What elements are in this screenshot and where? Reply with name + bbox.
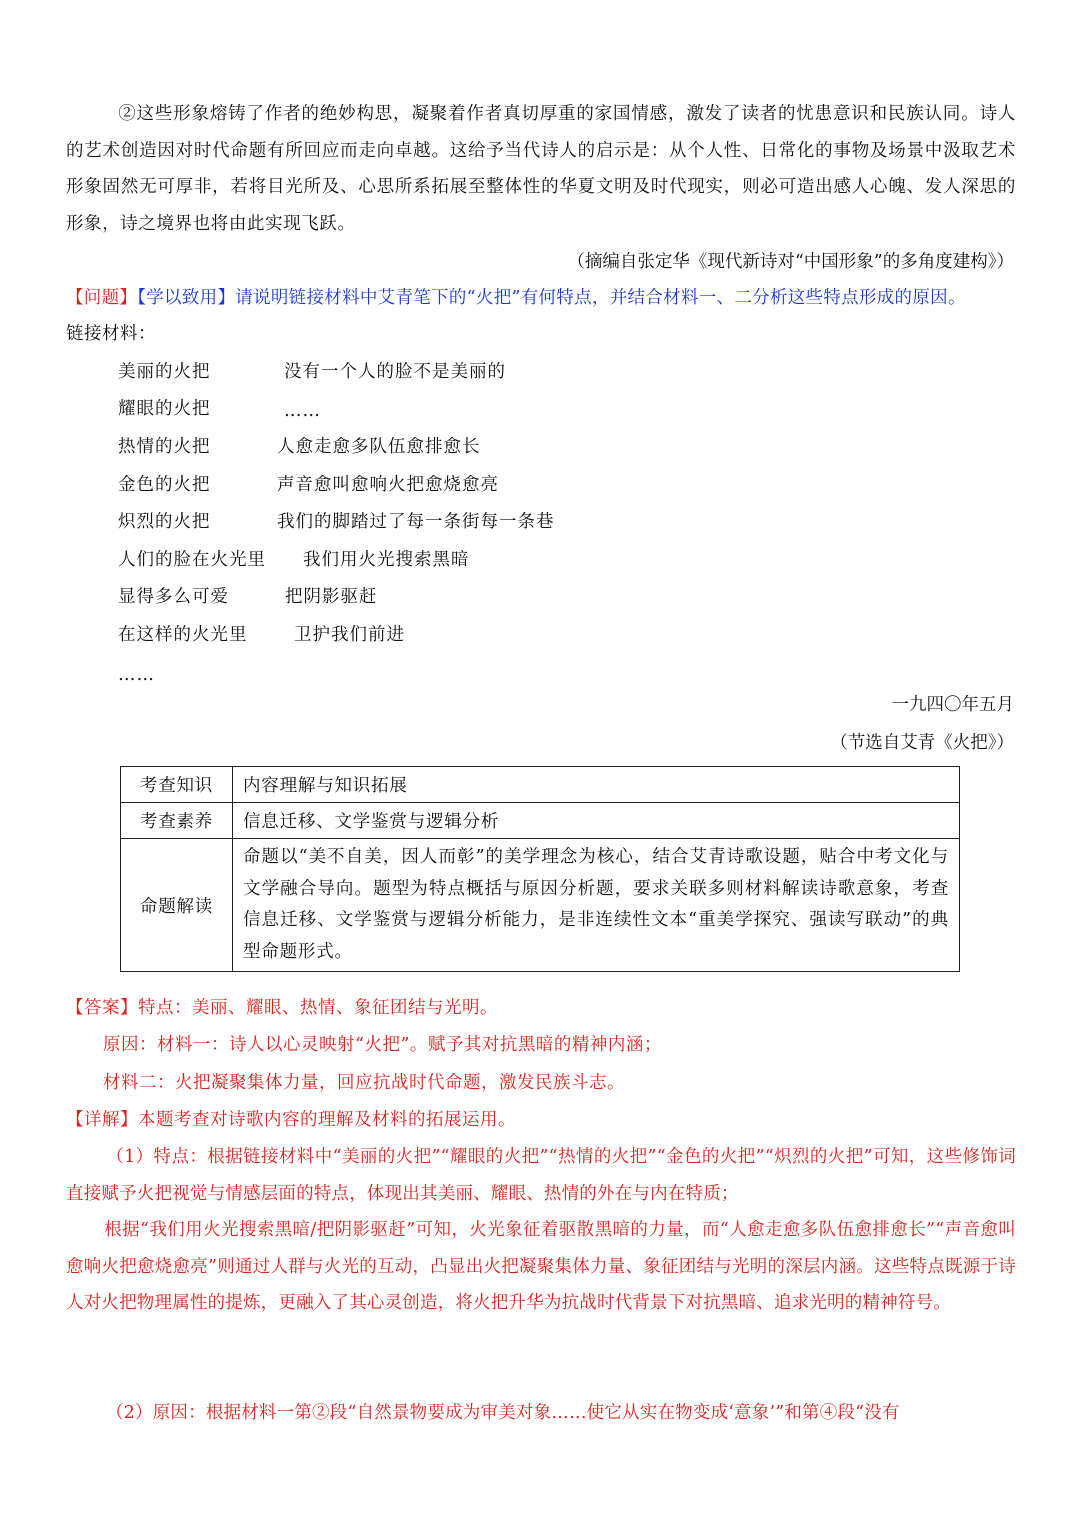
poem-left-line: …… — [118, 665, 155, 685]
poem-right-line: 把阴影驱赶 — [285, 587, 378, 607]
answer-text: 特点：美丽、耀眼、热情、象征团结与光明。 — [138, 998, 498, 1018]
poem-left-line: 炽烈的火把 — [118, 512, 211, 532]
poem-right-line: …… — [284, 401, 321, 421]
table-key: 考查知识 — [121, 767, 233, 803]
detail-paragraph-1 — [66, 1139, 1016, 1212]
poem-right-line: 没有一个人的脸不是美丽的 — [284, 362, 506, 382]
poem-left-line: 热情的火把 — [118, 437, 211, 457]
answer-tag: 【答案】 — [66, 998, 138, 1018]
poem-right-line: 人愈走愈多队伍愈排愈长 — [277, 437, 481, 457]
poem-right-line: 卫护我们前进 — [294, 625, 405, 645]
poem-right-line: 我们的脚踏过了每一条街每一条巷 — [277, 512, 555, 532]
detail-paragraph-1-text: （1）特点：根据链接材料中“美丽的火把”“耀眼的火把”“热情的火把”“金色的火把”“炽烈的火把”可知，这些修饰词直接赋予火把视觉与情感层面的特点，体现出其美丽、耀眼、热情的外在与内在特质； — [66, 1147, 1016, 1204]
material-paragraph — [66, 96, 1016, 242]
poem-left-line: 美丽的火把 — [118, 362, 211, 382]
detail-tag: 【详解】 — [66, 1110, 138, 1130]
poem-date: 一九四〇年五月 — [891, 695, 1014, 715]
detail-line — [66, 1109, 516, 1131]
question-tag: 【问题】 — [66, 288, 138, 308]
detail-paragraph-3 — [66, 1395, 1016, 1432]
poem-left-line: 人们的脸在火光里 — [118, 550, 266, 570]
answer-reason-1: 原因：材料一：诗人以心灵映射“火把”。赋予其对抗黑暗的精神内涵； — [103, 1035, 662, 1055]
material-paragraph-text: ②这些形象熔铸了作者的绝妙构思，凝聚着作者真切厚重的家国情感，激发了读者的忧患意识和民族认同。诗人的艺术创造因对时代命题有所回应而走向卓越。这给予当代诗人的启示是：从个人性、日常化的事物及场景中汲取艺术形象固然无可厚非，若将目光所及、心思所系拓展至整体性的华夏文明及时代现实，则必可造出感人心魄、发人深思的形象，诗之境界也将由此实现飞跃。 — [66, 104, 1016, 234]
table-row — [121, 839, 960, 972]
table-value: 信息迁移、文学鉴赏与逻辑分析 — [233, 803, 960, 839]
table-row — [121, 767, 960, 803]
poem-source: （节选自艾青《火把》） — [830, 733, 1014, 753]
question-subtag: 【学以致用】 — [137, 288, 236, 308]
question-line — [66, 287, 966, 309]
poem-left-line: 显得多么可爱 — [118, 587, 229, 607]
detail-intro: 本题考查对诗歌内容的理解及材料的拓展运用。 — [138, 1110, 516, 1130]
poem-left-line: 耀眼的火把 — [118, 399, 211, 419]
detail-paragraph-3-text: （2）原因：根据材料一第②段“自然景物要成为审美对象……使它从实在物变成‘意象’”和第④段“没有 — [106, 1403, 900, 1423]
material-source: （摘编自张定华《现代新诗对“中国形象”的多角度建构》） — [567, 252, 1014, 272]
table-row — [121, 803, 960, 839]
table-key: 命题解读 — [121, 839, 233, 972]
detail-paragraph-2-text: 根据“我们用火光搜索黑暗/把阴影驱赶”可知，火光象征着驱散黑暗的力量，而“人愈走愈多队伍愈排愈长”“声音愈叫愈响火把愈烧愈亮”则通过人群与火光的互动，凸显出火把凝聚集体力量、象征团结与光明的深层内涵。这些特点既源于诗人对火把物理属性的提炼，更融入了其心灵创造，将火把升华为抗战时代背景下对抗黑暗、追求光明的精神符号。 — [66, 1220, 1016, 1313]
poem-right-line: 声音愈叫愈响火把愈烧愈亮 — [277, 475, 499, 495]
answer-line — [66, 997, 498, 1019]
exam-info-table — [120, 766, 960, 972]
table-value: 内容理解与知识拓展 — [233, 767, 960, 803]
poem-left-line: 金色的火把 — [118, 475, 211, 495]
poem-right-line: 我们用火光搜索黑暗 — [303, 550, 470, 570]
link-material-label: 链接材料： — [66, 324, 156, 344]
question-text: 请说明链接材料中艾青笔下的“火把”有何特点，并结合材料一、二分析这些特点形成的原因。 — [235, 288, 966, 308]
answer-reason-2: 材料二：火把凝聚集体力量，回应抗战时代命题，激发民族斗志。 — [103, 1073, 625, 1093]
table-value: 命题以“美不自美，因人而彰”的美学理念为核心，结合艾青诗歌设题，贴合中考文化与文学融合导向。题型为特点概括与原因分析题，要求关联多则材料解读诗歌意象，考查信息迁移、文学鉴赏与逻辑分析能力，是非连续性文本“重美学探究、强读写联动”的典型命题形式。 — [233, 839, 960, 972]
table-key: 考查素养 — [121, 803, 233, 839]
detail-paragraph-2 — [66, 1212, 1016, 1322]
poem-left-line: 在这样的火光里 — [118, 625, 248, 645]
